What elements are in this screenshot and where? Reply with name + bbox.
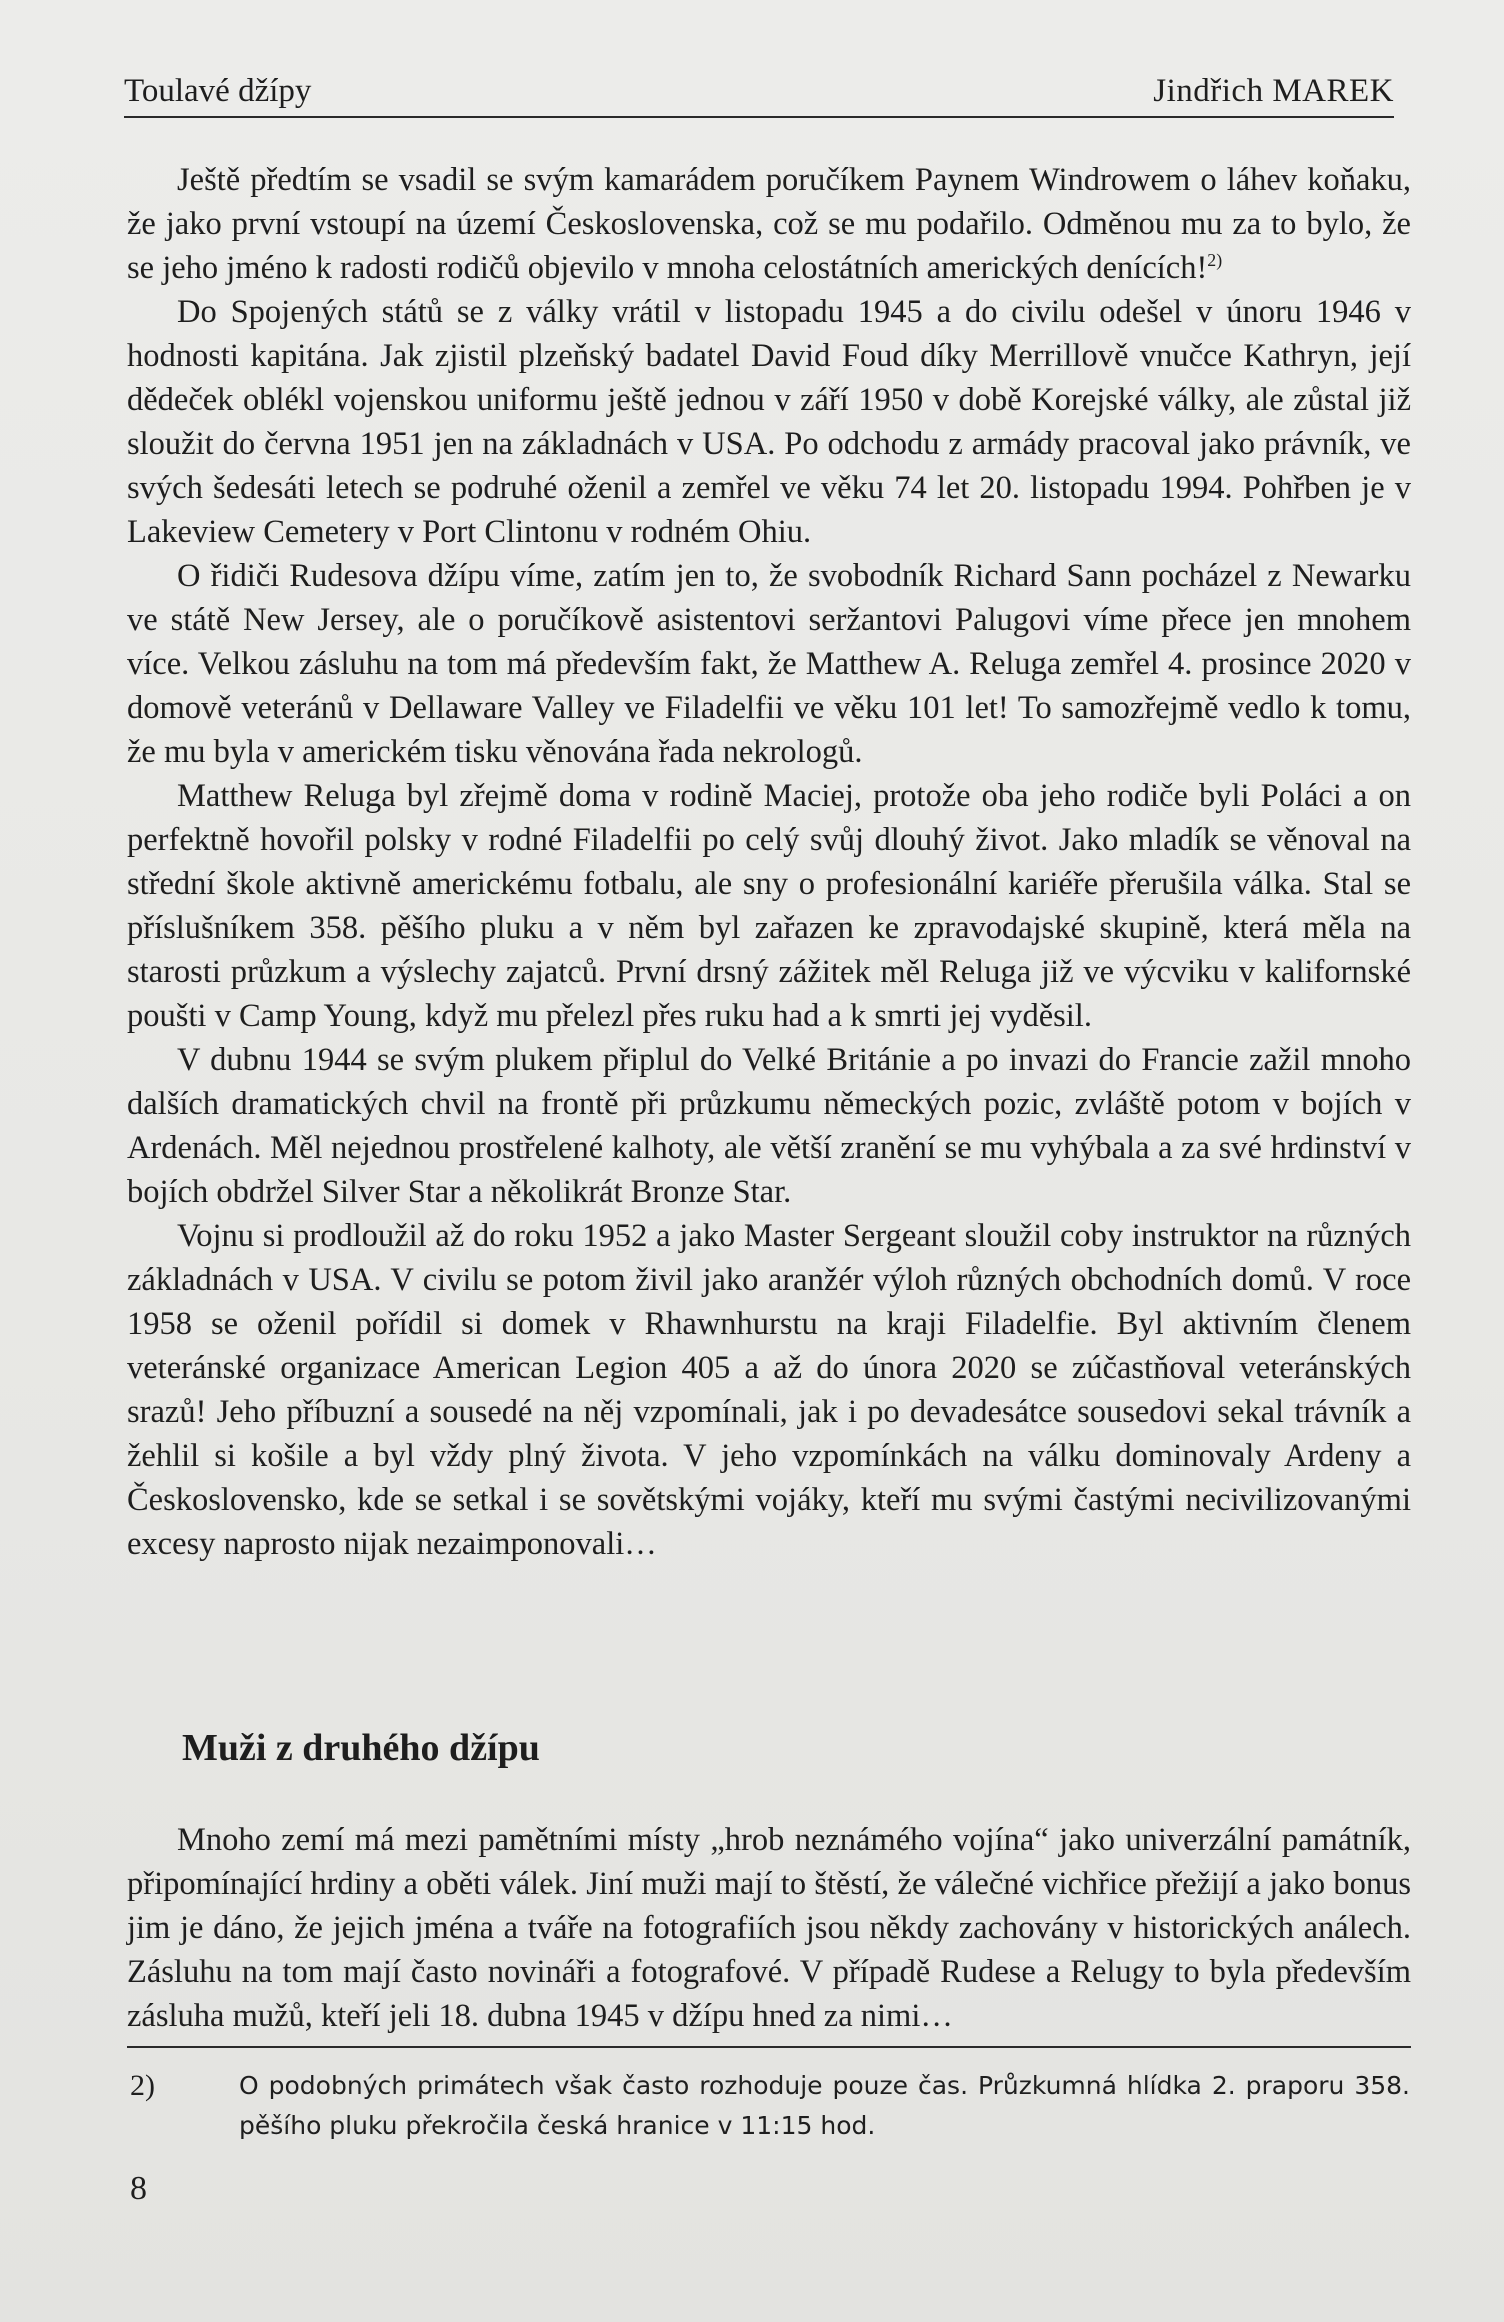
paragraph-3: O řidiči Rudesova džípu víme, zatím jen to, že svobodník Richard Sann pocházel z Newarku ve státě New Jersey, ale o poručíkově asistentovi seržantovi Palugovi víme přece jen mnohem více. Velkou zásluhu na tom má především fakt, že Matthew A. Reluga zemřel 4. prosince 2020 v domově veteránů v Dellaware Valley ve Filadelfii ve věku 101 let! To samozřejmě vedlo k tomu, že mu byla v americkém tisku věnována řada nekrologů. — [127, 558, 1411, 770]
section-heading: Muži z druhého džípu — [182, 1727, 540, 1769]
running-header — [124, 66, 1394, 118]
footnote-reference: 2) — [1207, 250, 1223, 271]
main-text — [127, 158, 1411, 1566]
footnote — [130, 2066, 1410, 2146]
footnote-number: 2) — [130, 2069, 155, 2102]
section-paragraph: Mnoho zemí má mezi pamětními místy „hrob neznámého vojína“ jako univerzální památník, připomínající hrdiny a oběti válek. Jiní muži mají to štěstí, že válečné vichřice přežijí a jako bonus jim je dáno, že jejich jména a tváře na fotografiích jsou někdy zachovány v historických análech. Zásluhu na tom mají často novináři a fotografové. V případě Rudese a Relugy to byla především zásluha mužů, kteří jeli 18. dubna 1945 v džípu hned za nimi… — [127, 1822, 1411, 2034]
header-book-title: Toulavé džípy — [124, 73, 312, 109]
page-number: 8 — [130, 2170, 147, 2207]
paragraph-2: Do Spojených států se z války vrátil v listopadu 1945 a do civilu odešel v únoru 1946 v hodnosti kapitána. Jak zjistil plzeňský badatel David Foud díky Merrillově vnučce Kathryn, její dědeček oblékl vojenskou uniformu ještě jednou v září 1950 v době Korejské války, ale zůstal již sloužit do června 1951 jen na základnách v USA. Po odchodu z armády pracoval jako právník, ve svých šedesáti letech se podruhé oženil a zemřel ve věku 74 let 20. listopadu 1994. Pohřben je v Lakeview Cemetery v Port Clintonu v rodném Ohiu. — [127, 294, 1411, 550]
footnote-text: O podobných primátech však často rozhoduje pouze čas. Průzkumná hlídka 2. praporu 358. pěšího pluku překročila česká hranice v 11:15 hod. — [239, 2071, 1410, 2140]
paragraph-6: Vojnu si prodloužil až do roku 1952 a jako Master Sergeant sloužil coby instruktor na různých základnách v USA. V civilu se potom živil jako aranžér výloh různých obchodních domů. V roce 1958 se oženil pořídil si domek v Rhawnhurstu na kraji Filadelfie. Byl aktivním členem veteránské organizace American Legion 405 a až do února 2020 se zúčastňoval veteránských srazů! Jeho příbuzní a sousedé na něj vzpomínali, jak i po devadesátce sousedovi sekal trávník a žehlil si košile a byl vždy plný života. V jeho vzpomínkách na válku dominovaly Ardeny a Československo, kde se setkal i se sovětskými vojáky, kteří mu svými častými necivilizovanými excesy naprosto nijak nezaimponovali… — [127, 1218, 1411, 1562]
header-author: Jindřich MAREK — [1153, 73, 1394, 109]
paragraph-5: V dubnu 1944 se svým plukem připlul do Velké Británie a po invazi do Francie zažil mnoho dalších dramatických chvil na frontě při průzkumu německých pozic, zvláště potom v bojích v Ardenách. Měl nejednou prostřelené kalhoty, ale větší zranění se mu vyhýbala a za své hrdinství v bojích obdržel Silver Star a několikrát Bronze Star. — [127, 1042, 1411, 1210]
section-text — [127, 1818, 1411, 2038]
paragraph-1 — [127, 158, 1411, 290]
paragraph-4: Matthew Reluga byl zřejmě doma v rodině Maciej, protože oba jeho rodiče byli Poláci a on perfektně hovořil polsky v rodné Filadelfii po celý svůj dlouhý život. Jako mladík se věnoval na střední škole aktivně americkému fotbalu, ale sny o profesionální kariéře přerušila válka. Stal se příslušníkem 358. pěšího pluku a v něm byl zařazen ke zpravodajské skupině, která měla na starosti průzkum a výslechy zajatců. První drsný zážitek měl Reluga již ve výcviku v kalifornské poušti v Camp Young, když mu přelezl přes ruku had a k smrti jej vyděsil. — [127, 778, 1411, 1034]
footnote-divider — [127, 2046, 1411, 2048]
paragraph-1-text: Ještě předtím se vsadil se svým kamarádem poručíkem Paynem Windrowem o láhev koňaku, že jako první vstoupí na území Československa, což se mu podařilo. Odměnou mu za to bylo, že se jeho jméno k radosti rodičů objevilo v mnoha celostátních amerických denících! — [127, 162, 1411, 286]
